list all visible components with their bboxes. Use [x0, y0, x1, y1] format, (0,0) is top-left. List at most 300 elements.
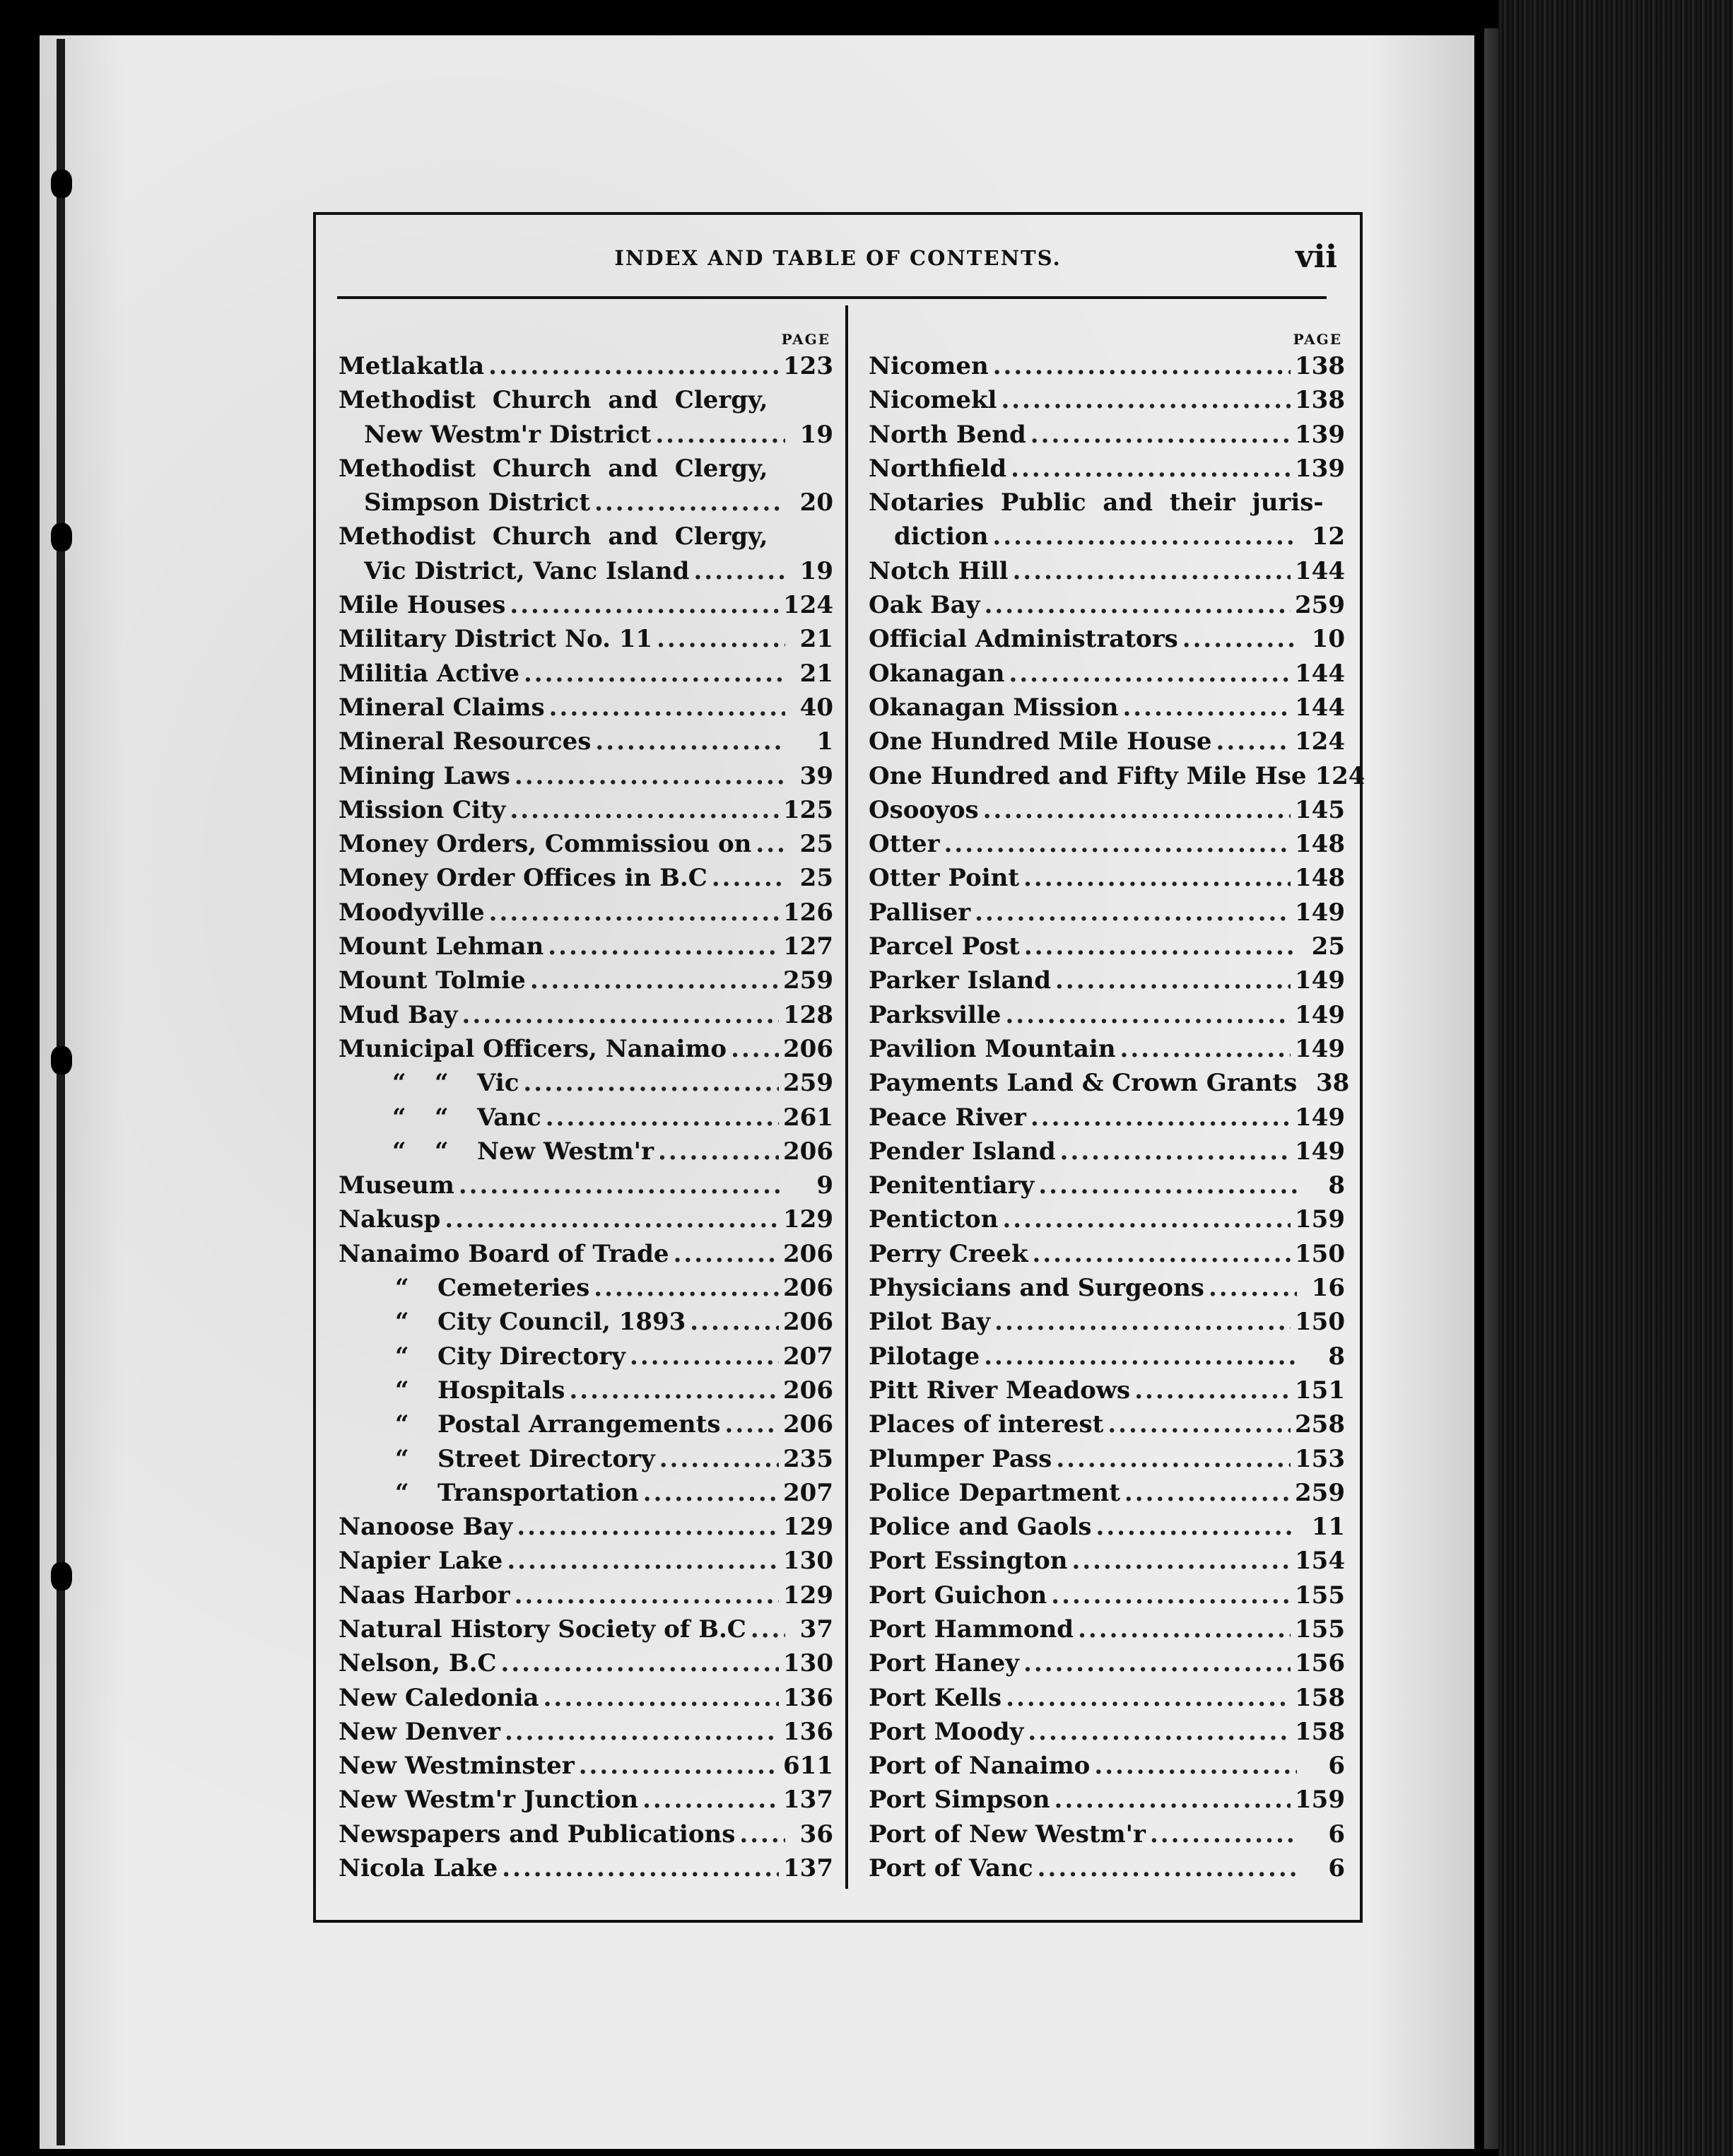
- entry-page-number: 159: [1295, 1205, 1345, 1234]
- dot-leader: [1028, 1715, 1291, 1749]
- entry-page-number: 129: [783, 1205, 833, 1234]
- dot-leader: [1150, 1817, 1297, 1851]
- entry-page-number: 156: [1295, 1649, 1345, 1678]
- dot-leader: [517, 1510, 779, 1544]
- dot-leader: [1055, 963, 1291, 997]
- dot-leader: [992, 520, 1297, 553]
- entry-page-number: 10: [1311, 625, 1345, 654]
- entry-page-number: 124: [1295, 727, 1345, 756]
- page-number: vii: [1296, 239, 1337, 275]
- entry-label: Mud Bay: [339, 1000, 458, 1029]
- dot-leader: [515, 759, 785, 793]
- entry-page-number: 137: [783, 1854, 833, 1883]
- entry-page-number: 149: [1295, 1034, 1345, 1063]
- index-entry: [869, 657, 1345, 691]
- dot-leader: [1182, 622, 1297, 656]
- entry-label: [392, 1101, 541, 1135]
- entry-label: Peace River: [869, 1103, 1026, 1132]
- entry-page-number: 136: [783, 1683, 833, 1712]
- right-entry-list: [869, 349, 1365, 1885]
- index-entry: [869, 793, 1345, 827]
- entry-page-number: 144: [1295, 693, 1345, 722]
- index-entry: [339, 930, 833, 963]
- dot-leader: [595, 725, 785, 758]
- dot-leader: [944, 827, 1291, 861]
- entry-page-number: 206: [783, 1239, 833, 1268]
- entry-page-number: 139: [1295, 420, 1345, 449]
- entry-label-text: City Directory: [437, 1342, 625, 1371]
- index-entry: [869, 861, 1345, 895]
- entry-label: [395, 1442, 655, 1476]
- entry-page-number: 9: [816, 1171, 833, 1200]
- dot-leader: [1038, 1851, 1297, 1885]
- entry-label: Money Orders, Commissiou on: [339, 830, 752, 859]
- page-column-label: PAGE: [781, 331, 830, 348]
- entry-label: Militia Active: [339, 659, 519, 688]
- index-entry: [869, 1271, 1345, 1305]
- index-entry: [869, 1715, 1345, 1749]
- entry-page-number: 155: [1295, 1615, 1345, 1644]
- binding-knot: [51, 1046, 72, 1074]
- entry-page-number: 149: [1295, 966, 1345, 995]
- dot-leader: [984, 1340, 1297, 1373]
- entry-label-text: Cemeteries: [437, 1274, 590, 1303]
- entry-page-number: 129: [783, 1513, 833, 1542]
- entry-page-number: 148: [1295, 864, 1345, 893]
- dot-leader: [488, 349, 779, 383]
- entry-page-number: 151: [1295, 1376, 1345, 1405]
- entry-label: Places of interest: [869, 1410, 1104, 1439]
- entry-page-number: 139: [1295, 454, 1345, 483]
- dot-leader: [1023, 861, 1291, 895]
- left-entry-list: [339, 349, 833, 1885]
- entry-page-number: 611: [783, 1752, 833, 1781]
- index-entry: [869, 1612, 1345, 1646]
- entry-page-number: 153: [1295, 1444, 1345, 1473]
- entry-page-number: 259: [1295, 591, 1345, 620]
- entry-label: Otter Point: [869, 864, 1020, 893]
- entry-page-number: 154: [1295, 1547, 1345, 1576]
- entry-label: New Westm'r Junction: [339, 1786, 639, 1815]
- index-entry: [869, 1305, 1345, 1339]
- entry-label: Parker Island: [869, 966, 1052, 995]
- entry-label: Port Hammond: [869, 1615, 1074, 1644]
- entry-page-number: 39: [799, 761, 833, 790]
- entry-page-number: 144: [1295, 556, 1345, 585]
- index-entry: [339, 1578, 833, 1612]
- entry-page-number: 123: [783, 352, 833, 380]
- index-entry: [869, 963, 1345, 997]
- entry-page-number: 150: [1295, 1308, 1345, 1337]
- entry-page-number: 149: [1295, 1000, 1345, 1029]
- index-entry: [869, 1032, 1345, 1066]
- index-entry: [339, 1544, 833, 1578]
- dot-leader: [1134, 1373, 1291, 1407]
- page-column-label: PAGE: [1293, 331, 1342, 348]
- entry-page-number: 207: [783, 1478, 833, 1507]
- entry-page-number: 130: [783, 1649, 833, 1678]
- entry-label: Pitt River Meadows: [869, 1376, 1131, 1405]
- dot-leader: [655, 418, 785, 452]
- dot-leader: [500, 1646, 779, 1680]
- dot-leader: [751, 1612, 785, 1646]
- entry-label: Notch Hill: [869, 556, 1009, 585]
- index-entry: [869, 691, 1345, 725]
- dot-leader: [658, 1135, 779, 1168]
- entry-label: Port Haney: [869, 1649, 1020, 1678]
- dot-leader: [523, 1066, 779, 1100]
- index-entry: [339, 691, 833, 725]
- entry-page-number: 19: [799, 420, 833, 449]
- index-entry: [339, 657, 833, 691]
- dot-leader: [1120, 1032, 1291, 1066]
- entry-label: [392, 1135, 654, 1168]
- index-entry: [869, 998, 1345, 1032]
- entry-label: Payments Land & Crown Grants: [869, 1069, 1298, 1098]
- entry-label: North Bend: [869, 420, 1026, 449]
- entry-page-number: 149: [1295, 1137, 1345, 1166]
- index-entry: [339, 1476, 833, 1510]
- index-entry: [339, 1101, 833, 1135]
- left-column: [339, 329, 833, 1885]
- dot-leader: [983, 793, 1291, 827]
- entry-page-number: 1: [816, 727, 833, 756]
- index-entry: [869, 1646, 1345, 1680]
- dot-leader: [1001, 383, 1291, 417]
- ditto-mark: “: [435, 1137, 449, 1166]
- dot-leader: [725, 1407, 780, 1441]
- entry-label: [395, 1407, 721, 1441]
- entry-page-number: 16: [1311, 1274, 1345, 1303]
- entry-label: Pender Island: [869, 1137, 1056, 1166]
- entry-page-number: 126: [783, 898, 833, 927]
- dot-leader: [1023, 1646, 1291, 1680]
- ditto-mark: “: [392, 1069, 406, 1098]
- entry-page-number: 259: [1295, 1478, 1345, 1507]
- dot-leader: [507, 1544, 779, 1578]
- ditto-mark: “: [392, 1103, 406, 1132]
- index-entry: [869, 1544, 1345, 1578]
- dot-leader: [690, 1305, 779, 1339]
- entry-label: [395, 1340, 625, 1373]
- index-entry: [339, 963, 833, 997]
- dot-leader: [630, 1340, 779, 1373]
- entry-label: New Denver: [339, 1717, 500, 1746]
- ditto-mark: “: [395, 1376, 409, 1405]
- entry-page-number: 130: [783, 1547, 833, 1576]
- entry-label: Nicomen: [869, 352, 989, 380]
- index-entry: [869, 725, 1345, 758]
- index-entry: [869, 349, 1345, 383]
- entry-label-text: Street Directory: [437, 1444, 655, 1473]
- entry-label: Pilotage: [869, 1342, 980, 1371]
- entry-label: Port Kells: [869, 1683, 1002, 1712]
- index-entry: [339, 1373, 833, 1407]
- entry-page-number: 138: [1295, 352, 1345, 380]
- index-entry: [869, 1340, 1345, 1373]
- entry-label: Nakusp: [339, 1205, 441, 1234]
- dot-leader: [594, 486, 785, 520]
- dot-leader: [657, 622, 785, 656]
- entry-page-number: 258: [1295, 1410, 1345, 1439]
- index-entry: [339, 418, 833, 452]
- index-entry: [339, 1851, 833, 1885]
- entry-label: diction: [894, 522, 989, 551]
- index-entry: [869, 418, 1345, 452]
- entry-label: New Caledonia: [339, 1683, 539, 1712]
- entry-page-number: 6: [1328, 1854, 1345, 1883]
- index-entry: [869, 1407, 1345, 1441]
- index-entry: [869, 1578, 1345, 1612]
- column-divider: [845, 305, 848, 1889]
- index-entry: [869, 896, 1345, 930]
- index-entry: [869, 520, 1345, 553]
- dot-leader: [994, 1305, 1291, 1339]
- dot-leader: [445, 1202, 779, 1236]
- entry-label-text: Vic: [477, 1069, 519, 1098]
- entry-page-number: 12: [1311, 522, 1345, 551]
- entry-page-number: 127: [783, 932, 833, 961]
- index-entry: [339, 861, 833, 895]
- entry-page-number: 25: [799, 830, 833, 859]
- entry-label: Okanagan Mission: [869, 693, 1119, 722]
- entry-label: Port Simpson: [869, 1786, 1050, 1815]
- entry-label-text: Transportation: [437, 1478, 639, 1507]
- entry-page-number: 36: [799, 1820, 833, 1849]
- entry-label: Okanagan: [869, 659, 1005, 688]
- entry-page-number: 129: [783, 1581, 833, 1610]
- dot-leader: [1009, 657, 1291, 691]
- entry-label: New Westm'r District: [364, 420, 652, 449]
- dot-leader: [1216, 725, 1291, 758]
- dot-leader: [1006, 1681, 1291, 1715]
- entry-label: Oak Bay: [869, 591, 980, 620]
- entry-page-number: 259: [783, 966, 833, 995]
- dot-leader: [674, 1237, 779, 1271]
- header-rule: [337, 296, 1327, 299]
- dot-leader: [1209, 1271, 1297, 1305]
- entry-label: Mission City: [339, 795, 506, 824]
- entry-page-number: 148: [1295, 830, 1345, 859]
- entry-label: Port Essington: [869, 1547, 1068, 1576]
- dot-leader: [524, 657, 785, 691]
- entry-label: Mount Tolmie: [339, 966, 526, 995]
- entry-label: Mount Lehman: [339, 932, 544, 961]
- entry-page-number: 128: [783, 1000, 833, 1029]
- index-entry: [339, 383, 833, 417]
- entry-page-number: 206: [783, 1308, 833, 1337]
- index-entry: [339, 1271, 833, 1305]
- index-entry: [339, 349, 833, 383]
- index-entry: [869, 1783, 1345, 1817]
- dot-leader: [1011, 452, 1291, 486]
- dot-leader: [1096, 1510, 1298, 1544]
- dot-leader: [1030, 418, 1291, 452]
- entry-page-number: 125: [783, 795, 833, 824]
- entry-label: Museum: [339, 1171, 454, 1200]
- dot-leader: [1124, 1476, 1291, 1510]
- index-entry: [339, 1783, 833, 1817]
- index-entry: [339, 1202, 833, 1236]
- page-header: [316, 239, 1360, 288]
- dot-leader: [712, 861, 785, 895]
- entry-label: Parcel Post: [869, 932, 1020, 961]
- entry-page-number: 136: [783, 1717, 833, 1746]
- dot-leader: [502, 1851, 779, 1885]
- index-frame: [313, 212, 1363, 1923]
- dot-leader: [530, 963, 779, 997]
- entry-page-number: 206: [783, 1274, 833, 1303]
- entry-label: Penitentiary: [869, 1171, 1035, 1200]
- entry-label-text: Hospitals: [437, 1376, 565, 1405]
- index-entry: [339, 725, 833, 758]
- entry-page-number: 144: [1295, 659, 1345, 688]
- ditto-mark: “: [395, 1444, 409, 1473]
- index-entry: [339, 1407, 833, 1441]
- index-entry: [339, 622, 833, 656]
- index-entry: [339, 759, 833, 793]
- entry-label: Notaries Public and their juris-: [869, 488, 1324, 517]
- ditto-mark: “: [392, 1137, 406, 1166]
- index-entry: [869, 1135, 1345, 1168]
- entry-label: Military District No. 11: [339, 625, 653, 654]
- index-entry: [869, 1442, 1345, 1476]
- index-entry: [339, 1135, 833, 1168]
- index-entry: [869, 930, 1345, 963]
- entry-label: Methodist Church and Clergy,: [339, 454, 768, 483]
- index-entry: [869, 452, 1345, 486]
- dot-leader: [569, 1373, 779, 1407]
- index-entry: [339, 896, 833, 930]
- index-entry: [339, 1510, 833, 1544]
- index-entry: [869, 759, 1365, 793]
- entry-page-number: 155: [1295, 1581, 1345, 1610]
- dot-leader: [1055, 1783, 1291, 1817]
- dot-leader: [462, 998, 780, 1032]
- entry-label: Northfield: [869, 454, 1007, 483]
- index-entry: [339, 1442, 833, 1476]
- dot-leader: [739, 1817, 785, 1851]
- index-entry: [869, 1202, 1345, 1236]
- index-entry: [869, 383, 1345, 417]
- entry-label: Palliser: [869, 898, 971, 927]
- entry-label: Port of New Westm'r: [869, 1820, 1146, 1849]
- dot-leader: [1013, 554, 1291, 588]
- index-entry: [339, 1817, 833, 1851]
- index-entry: [339, 588, 833, 622]
- entry-label: Mineral Claims: [339, 693, 545, 722]
- entry-label: One Hundred Mile House: [869, 727, 1212, 756]
- index-entry: [869, 1066, 1350, 1100]
- index-entry: [869, 554, 1345, 588]
- entry-label: Plumper Pass: [869, 1444, 1052, 1473]
- entry-page-number: 40: [799, 693, 833, 722]
- ditto-mark: “: [395, 1342, 409, 1371]
- dot-leader: [1056, 1442, 1291, 1476]
- index-entry: [869, 486, 1345, 520]
- entry-label-text: Postal Arrangements: [437, 1410, 721, 1439]
- index-entry: [339, 1305, 833, 1339]
- dot-leader: [1005, 998, 1291, 1032]
- ditto-mark: “: [395, 1274, 409, 1303]
- dot-leader: [515, 1578, 779, 1612]
- dot-leader: [459, 1168, 785, 1202]
- entry-page-number: 259: [783, 1069, 833, 1098]
- index-entry: [869, 1817, 1345, 1851]
- index-entry: [869, 1237, 1345, 1271]
- entry-label: Simpson District: [364, 488, 591, 517]
- entry-page-number: 207: [783, 1342, 833, 1371]
- entry-label: Moodyville: [339, 898, 485, 927]
- entry-label: Municipal Officers, Nanaimo: [339, 1034, 727, 1063]
- entry-page-number: 38: [1315, 1069, 1350, 1098]
- entry-page-number: 261: [783, 1103, 833, 1132]
- dot-leader: [975, 896, 1291, 930]
- index-entry: [339, 1066, 833, 1100]
- entry-label: Nicola Lake: [339, 1854, 498, 1883]
- entry-page-number: 20: [799, 488, 833, 517]
- entry-label: Nanoose Bay: [339, 1513, 513, 1542]
- index-entry: [339, 1237, 833, 1271]
- dot-leader: [1002, 1202, 1291, 1236]
- index-entry: [339, 1749, 833, 1783]
- binding-edge: [57, 39, 65, 2145]
- entry-label: Mineral Resources: [339, 727, 592, 756]
- entry-page-number: 149: [1295, 898, 1345, 927]
- dot-leader: [1072, 1544, 1291, 1578]
- page-title: INDEX AND TABLE OF CONTENTS.: [614, 246, 1062, 270]
- dot-leader: [643, 1476, 779, 1510]
- entry-page-number: 150: [1295, 1239, 1345, 1268]
- entry-label: Otter: [869, 830, 940, 859]
- entry-label: [395, 1476, 639, 1510]
- index-entry: [339, 827, 833, 861]
- index-entry: [869, 1373, 1345, 1407]
- entry-page-number: 159: [1295, 1786, 1345, 1815]
- dot-leader: [549, 691, 785, 725]
- index-entry: [869, 1476, 1345, 1510]
- entry-page-number: 19: [799, 556, 833, 585]
- entry-page-number: 158: [1295, 1683, 1345, 1712]
- index-entry: [339, 1168, 833, 1202]
- index-entry: [339, 520, 833, 553]
- entry-label: Napier Lake: [339, 1547, 503, 1576]
- entry-label: Natural History Society of B.C: [339, 1615, 746, 1644]
- dot-leader: [1122, 691, 1291, 725]
- index-entry: [869, 588, 1345, 622]
- entry-label: Vic District, Vanc Island: [364, 556, 690, 585]
- entry-page-number: 37: [799, 1615, 833, 1644]
- entry-page-number: 206: [783, 1137, 833, 1166]
- dot-leader: [544, 1681, 779, 1715]
- dot-leader: [546, 1101, 779, 1135]
- entry-label: New Westminster: [339, 1752, 575, 1781]
- entry-label: Penticton: [869, 1205, 999, 1234]
- dot-leader: [1030, 1101, 1291, 1135]
- index-entry: [869, 622, 1345, 656]
- wooden-surface: [1498, 0, 1733, 2156]
- index-entry: [339, 1032, 833, 1066]
- index-entry: [869, 1510, 1345, 1544]
- ditto-mark: “: [395, 1410, 409, 1439]
- entry-label: Newspapers and Publications: [339, 1820, 736, 1849]
- ditto-mark: “: [395, 1478, 409, 1507]
- entry-label: [392, 1066, 519, 1100]
- dot-leader: [1033, 1237, 1291, 1271]
- entry-label: Parksville: [869, 1000, 1001, 1029]
- entry-page-number: 8: [1328, 1171, 1345, 1200]
- entry-label: Mining Laws: [339, 761, 510, 790]
